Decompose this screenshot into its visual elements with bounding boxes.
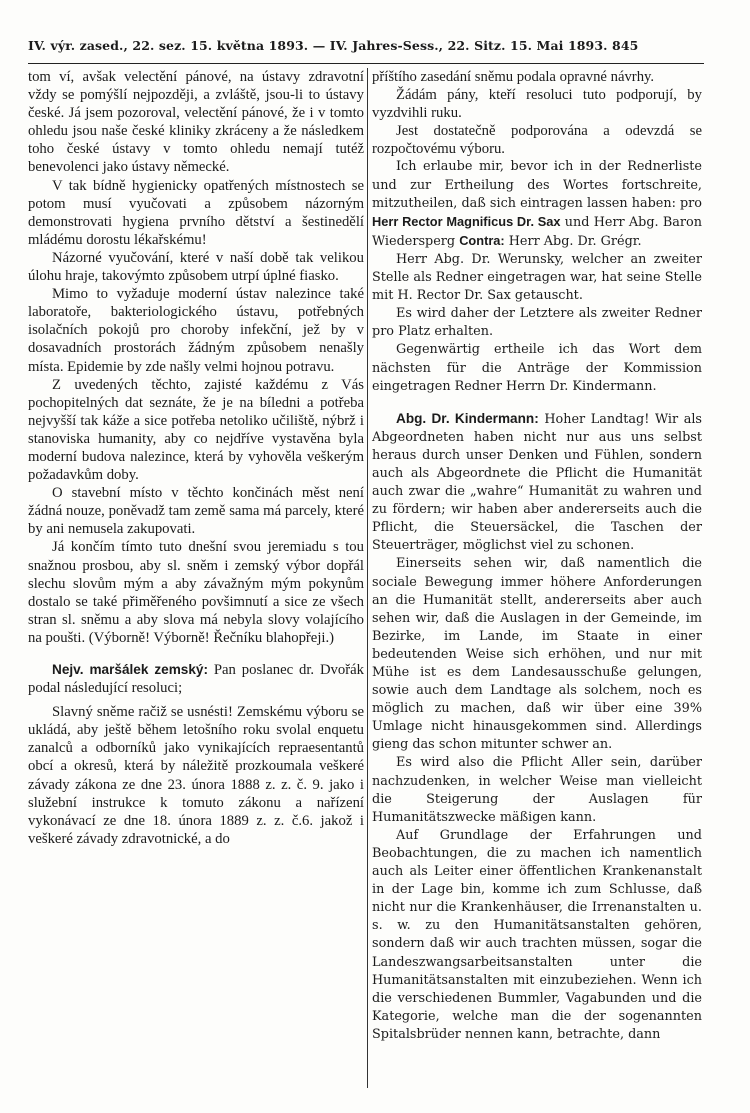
left-paragraph-2: V tak bídně hygienicky opatřených místnostech se potom musí vyučovati a způsobem názorným demonstrovati hygiena prvního dětství a šestinedělí mládému dorostu lékařskému! bbox=[28, 177, 364, 248]
left-paragraph-3: Názorné vyučování, které v naší době tak velikou úlohu hraje, takovýmto způsobem utrpí úplné fiasko. bbox=[28, 249, 364, 285]
right-speaker-paragraph bbox=[372, 410, 702, 556]
right-paragraph-2: Žádám pány, kteří resoluci tuto podporují, by vyzdvihli ruku. bbox=[372, 87, 702, 122]
left-speaker-paragraph bbox=[28, 661, 364, 697]
right-paragraph-5: Herr Abg. Dr. Werunsky, welcher an zweiter Stelle als Redner eingetragen war, hat seine Stelle mit H. Rector Dr. Sax getauscht. bbox=[372, 251, 702, 304]
column-divider bbox=[367, 68, 368, 1088]
speaker-name: Nejv. maršálek zemský: bbox=[52, 662, 209, 677]
left-paragraph-5: Z uvedených těchto, zajisté každému z Vás pochopitelných dat seznáte, že je na bíledni a potřeba nejvyšší tak káže a sice potřeba netoliko učiliště, nýbrž i stanoviska humanity, aby co nejdříve vystavěna byla moderní budova nalezince, která by vyhověla veškerým požadavkům doby. bbox=[28, 376, 364, 484]
paragraph-gap bbox=[372, 396, 702, 410]
right-paragraph-9: Einerseits sehen wir, daß namentlich die sociale Bewegung immer höhere Anforderungen an die Humanität stellt, andererseits aber auch sehen wir, daß die Auslagen in der Gemeinde, im Bezirke, im Lande, im Staate in einer bedeutenden Weise sich erhöhen, und nur mit Mühe ist es dem Landesausschuße gelungen, sowie auch dem Landtage als solchem, noch es möglich zu machen, daß wir über eine 39% Umlage nicht hinausgekommen sind. Allerdings gieng das schon mitunter schwer an. bbox=[372, 556, 702, 753]
speaker-name: Abg. Dr. Kindermann: bbox=[396, 410, 539, 426]
right-paragraph-1: příštího zasedání sněmu podala opravné návrhy. bbox=[372, 69, 655, 85]
speaker-text: Hoher Landtag! Wir als Abgeordneten haben nicht nur aus uns selbst heraus durch unser Denken und Fühlen, sondern auch als Abgeordnete die Pflicht die Humanität auch zwar die „wahre“ Humanität zu wahren und zu fördern; wir haben aber andererseits auch die Pflicht, die Steuersäckel, die Taschen der Steuerträger, möglichst viel zu schonen. bbox=[372, 411, 702, 554]
left-paragraph-6: O stavební místo v těchto končinách měst není žádná nouze, poněvadž tam země sama má parcely, které by ani nemusela zakupovati. bbox=[28, 485, 364, 538]
right-paragraph-7: Gegenwärtig ertheile ich das Wort dem nächsten für die Anträge der Kommission eingetragen Redner Herrn Dr. Kindermann. bbox=[372, 342, 702, 394]
left-paragraph-7: Já končím tímto tuto dnešní svou jeremiadu s tou snažnou prosbou, aby sl. sněm i zemský výbor dopřál slechu slovům mým a aby závažným mým pokynům dostalo se také přiměřeného povšimnutí a sice ze všech stran sl. sněmu a aby slova má nebyla slovy volajícího na poušti. (Výborně! Výborně! Řečníku blahopřeji.) bbox=[28, 539, 364, 646]
left-paragraph-4: Mimo to vyžaduje moderní ústav nalezince také laboratoře, bakteriologického ústavu, potřebných isolačních pokojů pro choroby infekční, jež by v dosavadních prostorách žádným způsobem nenašly místa. Epidemie by zde našly velmi hojnou potravu. bbox=[28, 286, 364, 375]
right-paragraph-3: Jest dostatečně podporována a odevzdá se rozpočtovému výboru. bbox=[372, 123, 702, 158]
text-span: Contra: bbox=[459, 232, 505, 248]
running-header: IV. výr. zased., 22. sez. 15. května 1893. — IV. Jahres-Sess., 22. Sitz. 15. Mai 1893. 845 bbox=[28, 38, 639, 53]
left-column bbox=[28, 68, 364, 848]
right-paragraph-6: Es wird daher der Letztere als zweiter Redner pro Platz erhalten. bbox=[372, 306, 702, 340]
text-span: Herr Abg. Dr. Grégr. bbox=[504, 233, 642, 249]
header-rule bbox=[28, 63, 704, 64]
text-span: und Herr Abg. Baron Wiedersperg bbox=[372, 214, 702, 249]
text-span: Ich erlaube mir, bevor ich in der Rednerliste und zur Ertheilung des Wortes fortschreite, mitzutheilen, daß sich eintragen lassen haben: pro bbox=[372, 159, 702, 211]
right-column bbox=[372, 68, 702, 1044]
text-span: Herr Rector Magnificus Dr. Sax bbox=[372, 213, 561, 229]
resolution-text: Slavný sněme račiž se usnésti! Zemskému výboru se ukládá, aby ještě během letošního roku svolal enquetu zanalců a odborníků jako vynikajících repraesentantů obcí a okresů, která by náležitě prozkoumala veškeré závady zákona ze dne 23. února 1888 z. z. č. 9. jako i služební instrukce k tomuto zákonu a nařízení vykonávací ze dne 18. února 1889 z. z. č.6. jakož i veškeré závady zdravotnické, a do bbox=[28, 704, 364, 847]
right-paragraph-11: Auf Grundlage der Erfahrungen und Beobachtungen, die zu machen ich namentlich auch als Leiter einer öffentlichen Krankenanstalt in der Lage bin, komme ich zum Schlusse, daß nicht nur die Krankenhäuser, die Irrenanstalten u. s. w. zu den Humanitätsanstalten gehören, sondern daß wir auch trachten müssen, sogar die Landeszwangsarbeitsanstalten unter die Humanitätsanstalten mit einzubeziehen. Wenn ich die verschiedenen Bummler, Vagabunden und die Kategorie, welche man die der sogenannten Spitalsbrüder nennen kann, betrachte, dann bbox=[372, 827, 702, 1042]
speaker-text: Pan poslanec dr. Dvořák podal následující resoluci; bbox=[28, 662, 364, 697]
right-paragraph-10: Es wird also die Pflicht Aller sein, darüber nachzudenken, in welcher Weise man vielleicht die Steigerung der Auslagen für Humanitätszwecke mäßigen kann. bbox=[372, 755, 702, 825]
left-paragraph-1: tom ví, avšak velectění pánové, na ústavy zdravotní vždy se pomýšlí nejpozději, a zvláště, jsou-li to ústavy české. Já jsem pozoroval, velectění pánové, že i v tomto ohledu jsou naše české kliniky zkráceny a že následkem toho české ústavy v tomto ohledu nemají tutéž benevolenci jako ústavy německé. bbox=[28, 69, 364, 176]
paragraph-gap bbox=[28, 647, 364, 661]
right-paragraph-4 bbox=[372, 158, 702, 250]
